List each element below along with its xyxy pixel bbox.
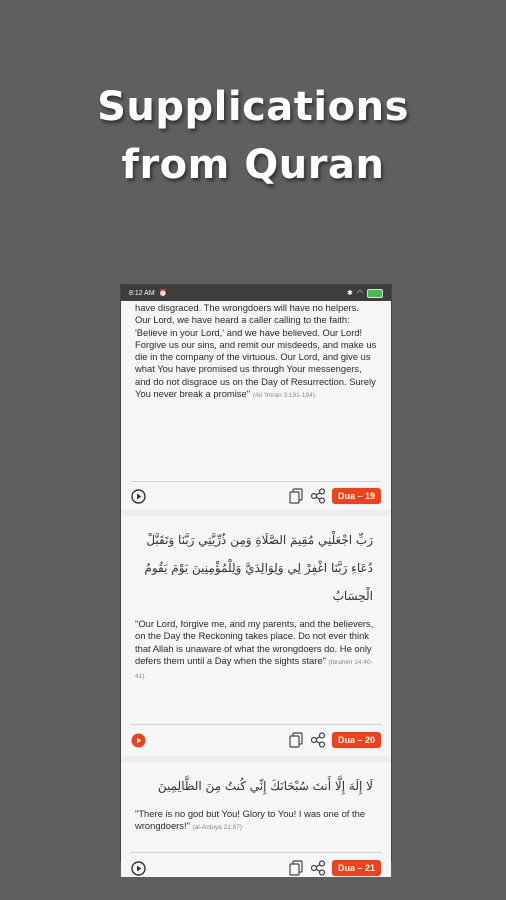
- play-button[interactable]: [131, 489, 146, 504]
- status-time: 8:12 AM: [129, 289, 155, 297]
- dua-card: [121, 762, 391, 877]
- dua-arabic-text: لَا إِلَهَ إِلَّا أَنتَ سُبْحَانَكَ إِنِّي كُنتُ مِنَ الظَّالِمِينَ: [157, 779, 373, 793]
- dua-arabic-text: رَبِّ اجْعَلْنِي مُقِيمَ الصَّلَاةِ وَمِن ذُرِّيَّتِي رَبَّنَا وَتَقَبَّلْ دُعَاءِ رَبَّنَا اغْفِرْ لِي وَلِوَالِدَيَّ وَلِلْمُؤْمِنِينَ يَوْمَ يَقُومُ الْحِسَابُ: [144, 533, 373, 603]
- share-icon[interactable]: [310, 732, 326, 748]
- dua-number-badge[interactable]: Dua – 21: [332, 860, 381, 876]
- copy-icon[interactable]: [288, 732, 304, 748]
- play-button[interactable]: [131, 733, 146, 748]
- dua-translation: "Our Lord, forgive me, and my parents, and the believers, on the Day the Reckoning takes place. Do not ever think that Allah is unaware of what the wrongdoers do. He only defers them until a Day when the sights stare" (Ibrahim 14:40-41).: [135, 618, 374, 681]
- status-bar: [121, 285, 391, 301]
- card-divider: [131, 481, 381, 482]
- dua-translation: have disgraced. The wrongdoers will have no helpers. Our Lord, we have heard a caller calling to the faith: 'Believe in your Lord,' and we have believed. Our Lord! Forgive us our sins, and remit our misdeeds, and make us die in the company of the virtuous. Our Lord, and give us what You have promised us through Your messengers, and do not disgrace us on the Day of Resurrection. Surely You never break a promise" (Ali 'Imran 3:191-194).: [135, 302, 377, 400]
- dua-number-badge[interactable]: Dua – 20: [332, 732, 381, 748]
- play-button[interactable]: [131, 861, 146, 876]
- card-divider: [131, 852, 381, 853]
- dua-card: [121, 301, 391, 510]
- card-actions: [131, 486, 381, 506]
- dua-reference: (Ali 'Imran 3:191-194).: [252, 392, 317, 400]
- dua-translation: "There is no god but You! Glory to You! I was one of the wrongdoers!" (al-Anbiya 21:87): [135, 808, 366, 832]
- phone-screen: [120, 284, 392, 873]
- dua-card: [121, 516, 391, 756]
- battery-icon: [367, 289, 383, 298]
- promo-headline: [0, 78, 506, 194]
- card-actions: [131, 730, 381, 750]
- headline-line-1: Supplications: [97, 84, 409, 130]
- copy-icon[interactable]: [288, 488, 304, 504]
- dua-number-badge[interactable]: Dua – 19: [332, 488, 381, 504]
- share-icon[interactable]: [310, 488, 326, 504]
- share-icon[interactable]: [310, 860, 326, 876]
- card-actions: [131, 858, 381, 878]
- bluetooth-icon: ✱: [347, 290, 353, 297]
- dua-reference: (Ibrahim 14:40-41).: [135, 658, 373, 681]
- headline-line-2: from Quran: [121, 142, 385, 188]
- dua-reference: (al-Anbiya 21:87): [192, 824, 243, 832]
- copy-icon[interactable]: [288, 860, 304, 876]
- wifi-icon: ◠: [356, 290, 363, 297]
- alarm-icon: ⏰: [158, 290, 168, 297]
- card-divider: [131, 724, 381, 725]
